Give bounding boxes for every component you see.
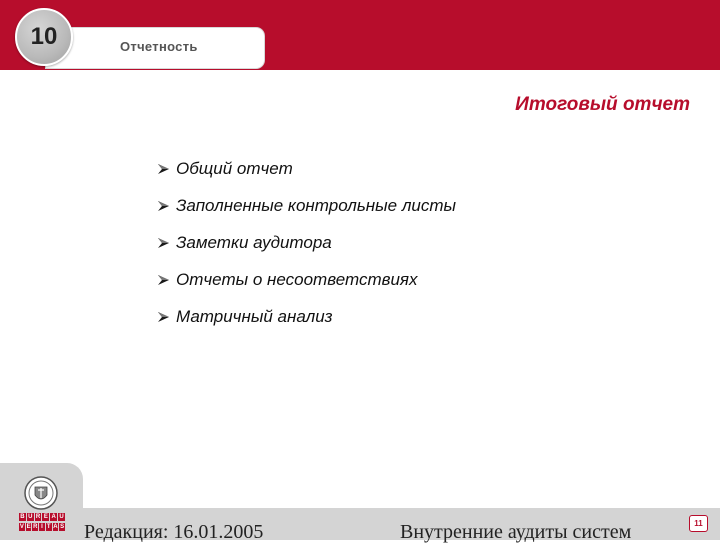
wordmark-letter: E (26, 524, 31, 530)
wordmark-letter: T (46, 524, 51, 530)
page-number-badge: 11 (689, 515, 708, 532)
bullet-text: Заметки аудитора (176, 232, 332, 252)
section-number-badge (15, 8, 73, 66)
wordmark-bottom-row (19, 523, 65, 531)
wordmark-letter: U (28, 514, 33, 520)
footer-edition: Редакция: 16.01.2005 (84, 521, 264, 543)
wordmark-letter: V (19, 524, 24, 530)
arrowhead-bullet-icon (156, 272, 172, 288)
bullet-text: Заполненные контрольные листы (176, 195, 457, 215)
bullet-text: Отчеты о несоответствиях (176, 269, 418, 289)
wordmark-letter: A (53, 524, 58, 530)
bullet-item (156, 261, 456, 298)
wordmark-letter: B (20, 514, 25, 520)
section-tab (46, 28, 264, 68)
wordmark-letter: A (51, 514, 56, 520)
wordmark-letter: E (43, 514, 48, 520)
bureau-veritas-seal-icon (24, 476, 58, 510)
arrowhead-bullet-icon (156, 198, 172, 214)
bullet-text: Матричный анализ (176, 306, 333, 326)
wordmark-letter: I (39, 523, 45, 531)
section-title: Отчетность (120, 39, 198, 54)
bullet-item (156, 187, 456, 224)
wordmark-letter: R (33, 524, 38, 530)
arrowhead-bullet-icon (156, 235, 172, 251)
wordmark-top-row (19, 513, 65, 521)
section-number: 10 (30, 23, 58, 50)
wordmark-letter: R (35, 514, 41, 520)
bullet-item (156, 298, 456, 335)
wordmark-letter: U (59, 514, 64, 520)
arrowhead-bullet-icon (156, 161, 172, 177)
bureau-veritas-wordmark (19, 513, 65, 531)
wordmark-letter: S (60, 524, 65, 530)
bullet-item (156, 150, 456, 187)
arrowhead-bullet-icon (156, 309, 172, 325)
bullet-item (156, 224, 456, 261)
bullet-list (156, 150, 456, 335)
footer-course-title: Внутренние аудиты систем (400, 521, 632, 543)
slide-title: Итоговый отчет (515, 94, 690, 115)
bullet-text: Общий отчет (176, 158, 293, 178)
